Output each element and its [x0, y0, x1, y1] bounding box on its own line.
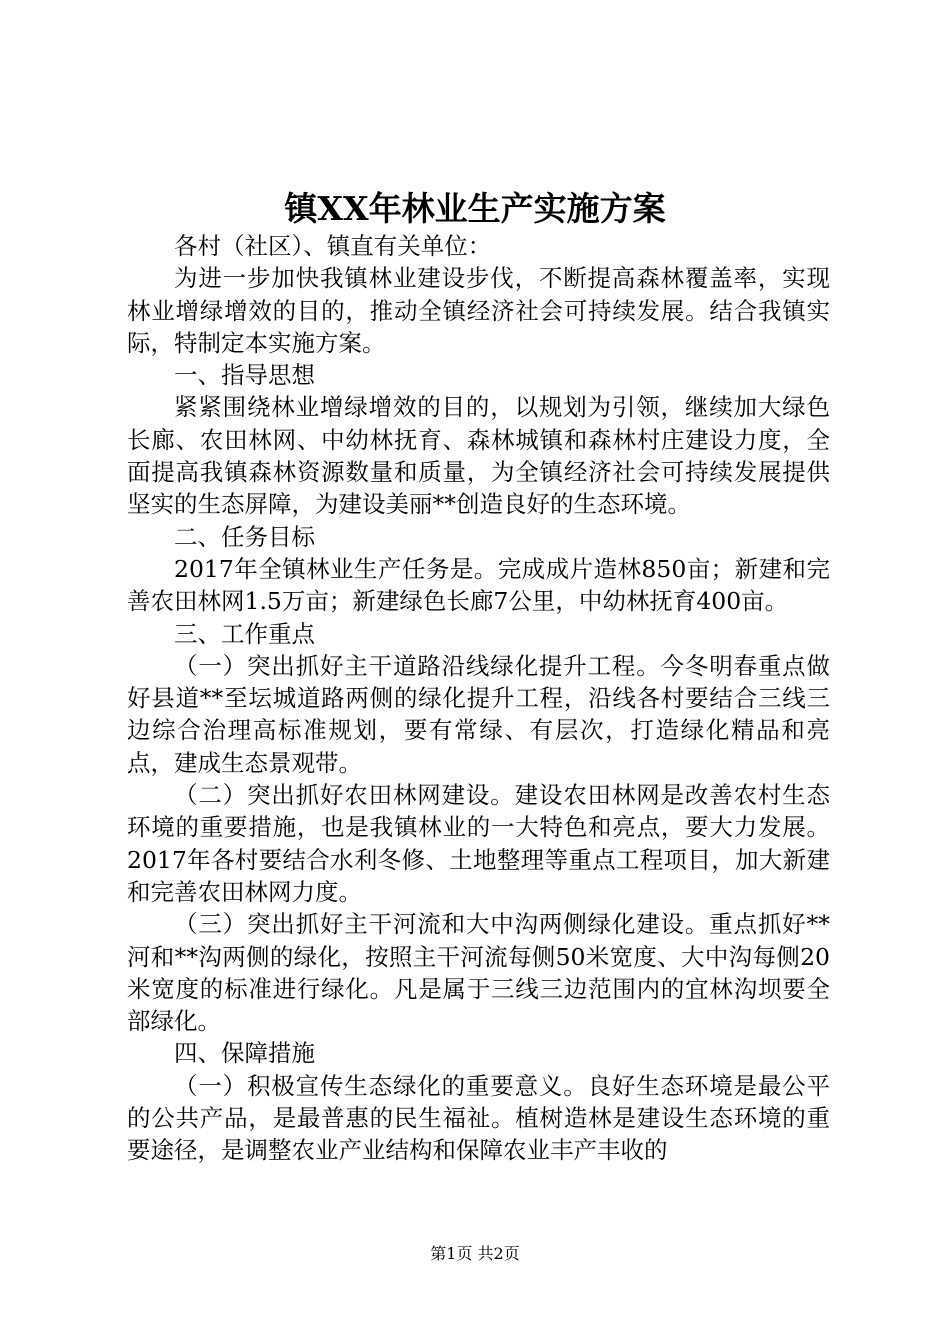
salutation: 各村（社区）、镇直有关单位： [174, 232, 492, 260]
section-heading-safeguards: 四、保障措施 [174, 1039, 315, 1068]
section-heading-work-focus: 三、工作重点 [174, 619, 315, 648]
document-body [127, 230, 830, 1167]
page-footer: 第1页 共2页 [430, 1244, 520, 1263]
work-focus-item-3: （三）突出抓好主干河流和大中沟两侧绿化建设。重点抓好**河和**沟两侧的绿化，按照主干河流每侧50米宽度、大中沟每侧20米宽度的标准进行绿化。凡是属于三线三边范围内的宜林沟坝要全部绿化。 [127, 910, 830, 1036]
work-focus-item-2: （二）突出抓好农田林网建设。建设农田林网是改善农村生态环境的重要措施，也是我镇林业的一大特色和亮点，要大力发展。2017年各村要结合水利冬修、土地整理等重点工程项目，加大新建和完善农田林网力度。 [127, 781, 830, 906]
document-title: 镇XX年林业生产实施方案 [284, 189, 666, 228]
section-heading-guiding-thought: 一、指导思想 [174, 361, 315, 390]
section-heading-task-goals: 二、任务目标 [174, 522, 315, 551]
task-goals-paragraph: 2017年全镇林业生产任务是。完成成片造林850亩；新建和完善农田林网1.5万亩；新建绿色长廊7公里，中幼林抚育400亩。 [127, 554, 830, 616]
safeguards-item-1: （一）积极宣传生态绿化的重要意义。良好生态环境是最公平的公共产品，是最普惠的民生福祉。植树造林是建设生态环境的重要途径，是调整农业产业结构和保障农业丰产丰收的 [127, 1071, 830, 1165]
intro-paragraph: 为进一步加快我镇林业建设步伐，不断提高森林覆盖率，实现林业增绿增效的目的，推动全镇经济社会可持续发展。结合我镇实际，特制定本实施方案。 [127, 264, 830, 357]
guiding-thought-paragraph: 紧紧围绕林业增绿增效的目的，以规划为引领，继续加大绿色长廊、农田林网、中幼林抚育、森林城镇和森林村庄建设力度，全面提高我镇森林资源数量和质量，为全镇经济社会可持续发展提供坚实的生态屏障，为建设美丽**创造良好的生态环境。 [127, 393, 830, 519]
work-focus-item-1: （一）突出抓好主干道路沿线绿化提升工程。今冬明春重点做好县道**至坛城道路两侧的绿化提升工程，沿线各村要结合三线三边综合治理高标准规划，要有常绿、有层次，打造绿化精品和亮点，建成生态景观带。 [127, 651, 830, 777]
